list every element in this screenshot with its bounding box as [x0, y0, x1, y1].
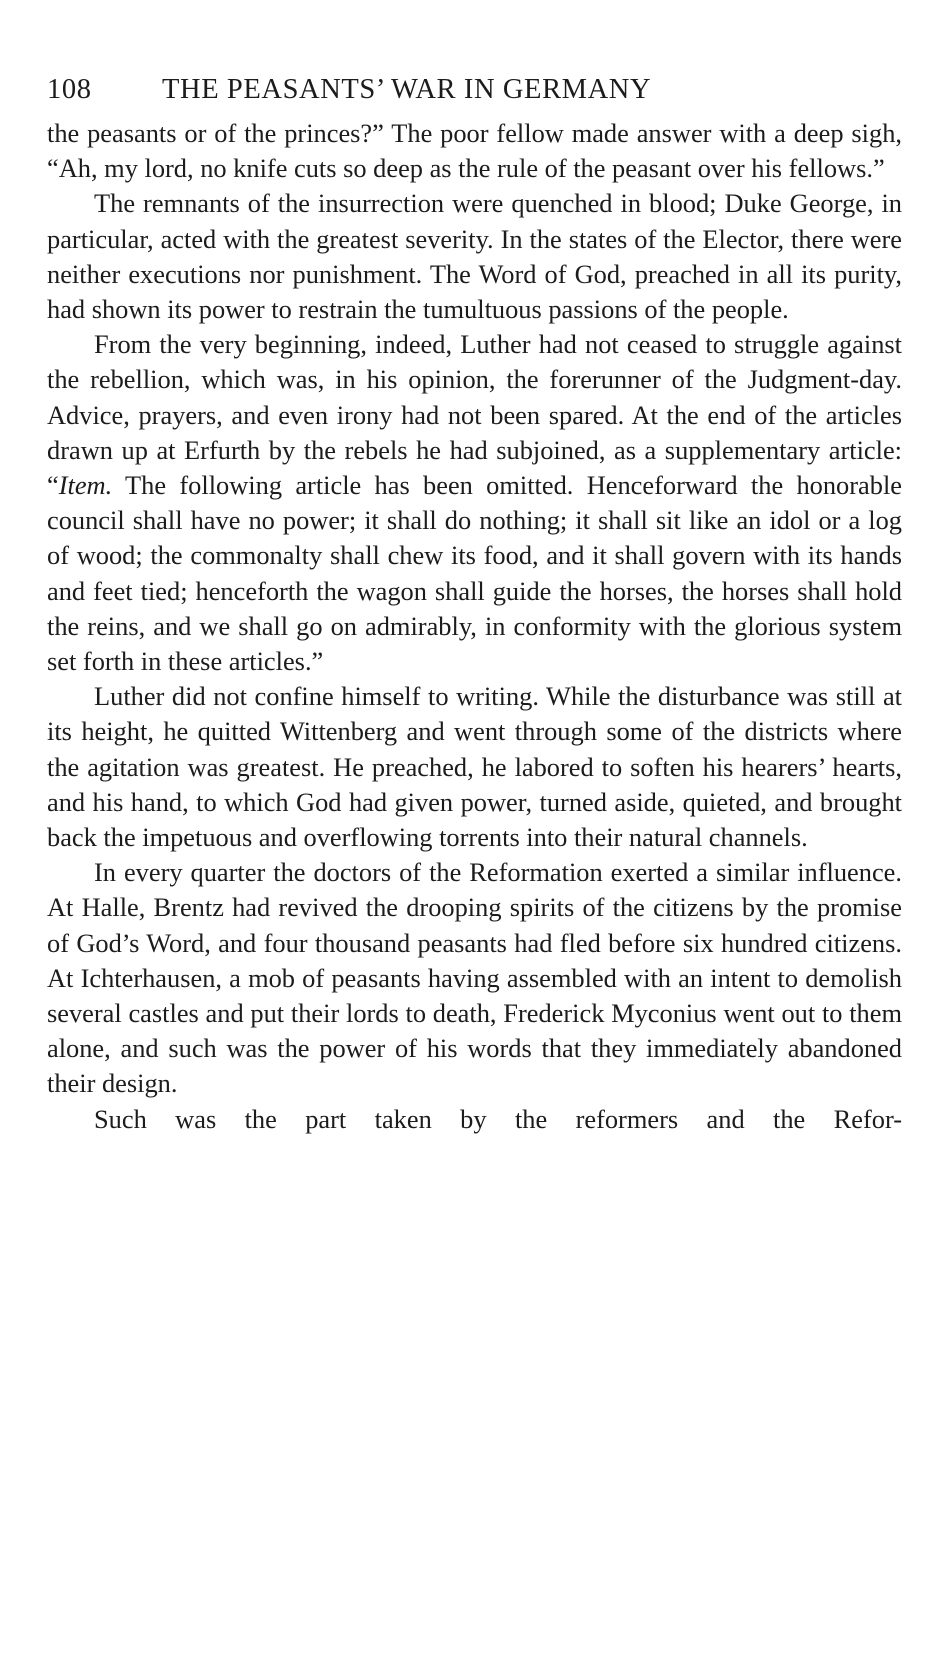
paragraph-1: the peasants or of the princes?” The poor fellow made answer with a deep sigh, “Ah, my lord, no knife cuts so deep as the rule of the peasant over his fellows.” — [47, 118, 902, 184]
body-text — [47, 116, 902, 1137]
paragraph-3-text-before: From the very beginning, indeed, Luther had not ceased to struggle against the rebellion, which was, in his opinion, the forerunner of the Judgment-day. Advice, prayers, and even irony had not been spared. At the end of the articles drawn up at Erfurth by the rebels he had subjoined, as a supplementary article: “ — [47, 329, 902, 501]
paragraph-2: The remnants of the insurrection were quenched in blood; Duke George, in particular, acted with the greatest severity. In the states of the Elector, there were neither executions nor punishment. The Word of God, preached in all its purity, had shown its power to restrain the tumultuous passions of the people. — [47, 188, 902, 325]
paragraph-5: In every quarter the doctors of the Reformation exerted a similar influence. At Halle, Brentz had revived the drooping spirits of the citizens by the promise of God’s Word, and four thousand peasants had fled before six hundred citizens. At Ichterhausen, a mob of peasants having assembled with an intent to demolish several castles and put their lords to death, Frederick Myconius went out to them alone, and such was the power of his words that they immediately abandoned their design. — [47, 857, 902, 1099]
page-header — [47, 64, 902, 116]
running-title: THE PEASANTS’ WAR IN GERMANY — [162, 74, 652, 105]
book-page — [47, 64, 902, 1137]
paragraph-3-italic-item: Item. — [58, 470, 113, 501]
paragraph-4: Luther did not confine himself to writing. While the disturbance was still at its height, he quitted Wittenberg and went through some of the districts where the agitation was greatest. He preached, he labored to soften his hearers’ hearts, and his hand, to which God had given power, turned aside, quieted, and brought back the impetuous and overflowing torrents into their natural channels. — [47, 681, 902, 853]
paragraph-3-text-after: The following article has been omitted. Henceforward the honorable council shall have no power; it shall do nothing; it shall sit like an idol or a log of wood; the commonalty shall chew its food, and it shall govern with its hands and feet tied; henceforth the wagon shall guide the horses, the horses shall hold the reins, and we shall go on admirably, in conformity with the glorious system set forth in these articles.” — [47, 470, 902, 677]
page-number: 108 — [47, 74, 92, 105]
paragraph-6: Such was the part taken by the reformers and the Refor- — [94, 1103, 902, 1134]
paragraph-3 — [47, 327, 902, 679]
